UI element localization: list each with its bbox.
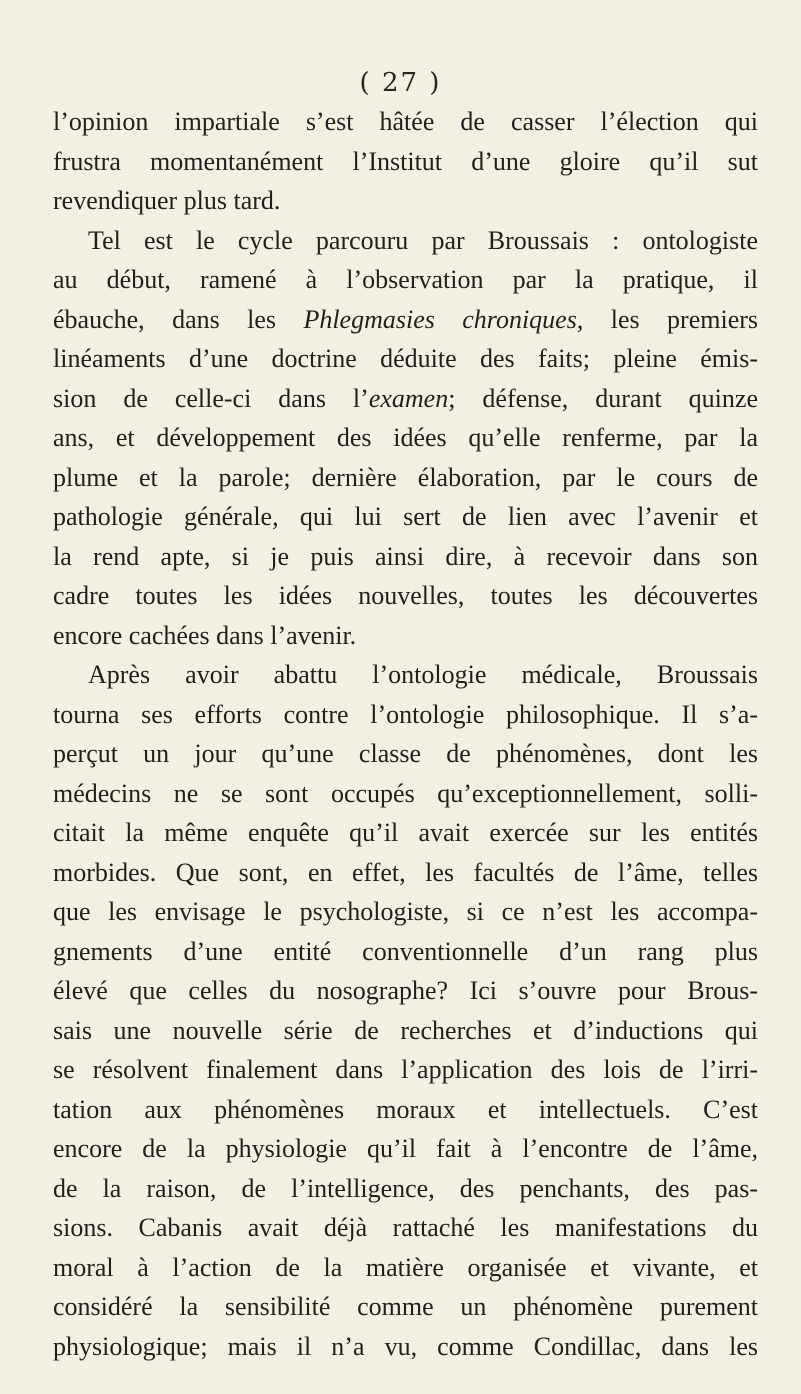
text-line: tation aux phénomènes moraux et intellectuels. C’est	[53, 1094, 758, 1124]
text-line: physiologique; mais il n’a vu, comme Condillac, dans les	[53, 1331, 758, 1361]
text-line: linéaments d’une doctrine déduite des faits; pleine émis-	[53, 344, 758, 373]
text-line: frustra momentanément l’Institut d’une gloire qu’il sut	[53, 146, 758, 176]
text-line: pathologie générale, qui lui sert de lien avec l’avenir et	[53, 502, 758, 531]
text-line: que les envisage le psychologiste, si ce n’est les accompa-	[53, 897, 758, 926]
text-line: Après avoir abattu l’ontologie médicale, Broussais	[88, 660, 758, 689]
text-line: tourna ses efforts contre l’ontologie philosophique. Il s’a-	[53, 699, 758, 729]
text-line: élevé que celles du nosographe? Ici s’ouvre pour Brous-	[53, 976, 758, 1005]
text-line: se résolvent finalement dans l’application des lois de l’irri-	[53, 1055, 758, 1084]
italic-title: Phlegmasies chroniques	[303, 304, 577, 334]
text-line: sais une nouvelle série de recherches et d’inductions qui	[53, 1015, 758, 1045]
text-line: de la raison, de l’intelligence, des penchants, des pas-	[53, 1173, 758, 1203]
text-line: Tel est le cycle parcouru par Broussais : ontologiste	[88, 225, 758, 255]
text-line: l’opinion impartiale s’est hâtée de casser l’élection qui	[53, 107, 758, 136]
text-line: gnements d’une entité conventionnelle d’un rang plus	[53, 936, 758, 966]
text-line: moral à l’action de la matière organisée et vivante, et	[53, 1252, 758, 1282]
text-line: médecins ne se sont occupés qu’exceptionnellement, solli-	[53, 778, 758, 808]
text-line: la rend apte, si je puis ainsi dire, à recevoir dans son	[53, 541, 758, 571]
body-text	[53, 102, 758, 1366]
text-line: revendiquer plus tard.	[53, 186, 281, 215]
text-line: citait la même enquête qu’il avait exercée sur les entités	[53, 818, 758, 847]
text-line: ans, et développement des idées qu’elle renferme, par la	[53, 423, 758, 452]
text-line: au début, ramené à l’observation par la pratique, il	[53, 265, 758, 294]
text-line: encore de la physiologie qu’il fait à l’encontre de l’âme,	[53, 1134, 758, 1163]
text-line: sion de celle-ci dans l’examen; défense, durant quinze	[53, 383, 758, 413]
text-line: morbides. Que sont, en effet, les facultés de l’âme, telles	[53, 857, 758, 887]
text-line: cadre toutes les idées nouvelles, toutes les découvertes	[53, 581, 758, 610]
text-line: ébauche, dans les Phlegmasies chroniques, les premiers	[53, 304, 759, 334]
text-line: perçut un jour qu’une classe de phénomènes, dont les	[53, 739, 758, 768]
text-line: considéré la sensibilité comme un phénomène purement	[53, 1292, 758, 1321]
text-line: encore cachées dans l’avenir.	[53, 620, 357, 650]
italic-title: examen	[368, 383, 449, 413]
text-line: sions. Cabanis avait déjà rattaché les manifestations du	[53, 1213, 758, 1242]
page-number: ( 27 )	[359, 68, 442, 98]
text-line: plume et la parole; dernière élaboration, par le cours de	[53, 462, 758, 492]
